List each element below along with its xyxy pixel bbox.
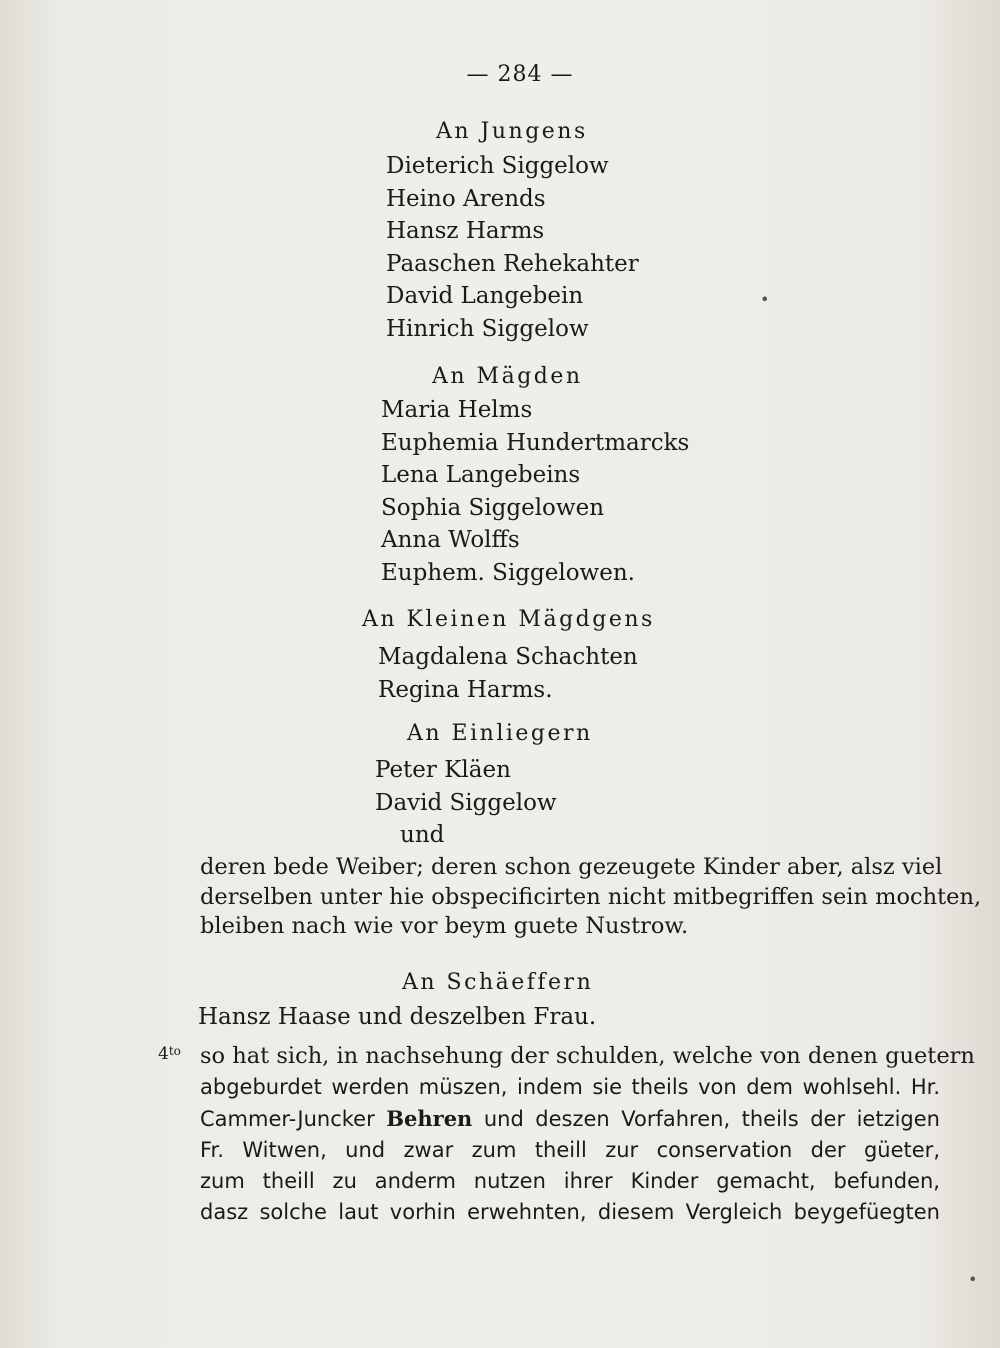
paragraph-schulden [200, 1041, 975, 1228]
list-item: Hansz Haase und deszelben Frau. [198, 1004, 597, 1030]
section-kleinen-maegdgens [362, 609, 655, 631]
section-heading: An Jungens [436, 119, 588, 144]
section-heading: An Mägden [432, 364, 583, 389]
paragraph-line: Fr. Witwen, und zwar zum theill zur conservation der güeter, [200, 1138, 940, 1162]
section-heading: An Kleinen Mägdgens [362, 607, 655, 632]
section-heading: An Schäeffern [402, 970, 594, 995]
paragraph-line: so hat sich, in nachsehung der schulden, welche von denen guetern [200, 1043, 975, 1069]
list-item: Heino Arends [386, 185, 546, 212]
list-item: Regina Harms. [378, 676, 553, 703]
stray-dot: • [968, 1270, 978, 1289]
paragraph-weiber [200, 853, 982, 942]
section-maegden [432, 366, 583, 388]
paragraph-line: zum theill zu anderm nutzen ihrer Kinder gemacht, befunden, [200, 1169, 940, 1193]
kleinen-maegdgens-name-list [378, 641, 638, 706]
list-item: Euphemia Hundertmarcks [381, 429, 690, 456]
line-text: und deszen Vorfahren, theils der ietzigen [483, 1107, 940, 1131]
page-number: — 284 — [466, 62, 574, 87]
paragraph-line [200, 1103, 940, 1135]
maegden-name-list [381, 394, 689, 590]
section-heading: An Einliegern [407, 721, 593, 746]
list-item: Hansz Harms [386, 218, 545, 245]
paragraph-line: bleiben nach wie vor beym guete Nustrow. [200, 913, 689, 939]
list-item: David Siggelow [375, 789, 557, 816]
jungens-name-list [386, 150, 639, 346]
list-item: Lena Langebeins [381, 462, 581, 489]
list-item: Magdalena Schachten [378, 644, 638, 670]
list-item: Euphem. Siggelowen. [381, 559, 635, 586]
list-item: Sophia Siggelowen [381, 494, 605, 521]
paragraph-line: dasz solche laut vorhin erwehnten, diesem Vergleich beygefüegten [200, 1200, 940, 1224]
list-item: Peter Kläen [375, 757, 511, 783]
margin-note-4to [158, 1045, 181, 1063]
list-item: Hinrich Siggelow [386, 315, 589, 342]
stray-dot: • [760, 290, 770, 309]
list-item: David Langebein [386, 283, 584, 310]
paragraph-line: abgeburdet werden müszen, indem sie theils von dem wohlsehl. Hr. [200, 1075, 940, 1099]
list-item: Paaschen Rehekahter [386, 250, 639, 277]
section-jungens [436, 121, 588, 143]
line-text: Cammer-Juncker [200, 1107, 375, 1131]
margin-note-number: 4 [158, 1044, 169, 1064]
schaeeffern-name-list [198, 1001, 596, 1034]
section-einliegern [407, 723, 593, 745]
list-item: und [400, 822, 445, 849]
list-item: Dieterich Siggelow [386, 153, 609, 179]
list-item: Maria Helms [381, 397, 533, 423]
paragraph-line: derselben unter hie obspecificirten nicht mitbegriffen sein mochten, [200, 883, 982, 910]
emphasized-name: Behren [386, 1106, 473, 1131]
list-item: Anna Wolffs [381, 527, 520, 554]
paragraph-line: deren bede Weiber; deren schon gezeugete Kinder aber, alsz viel [200, 854, 943, 880]
einliegern-name-list [375, 754, 557, 852]
margin-note-suffix: to [168, 1044, 181, 1058]
section-schaeeffern [402, 972, 593, 994]
